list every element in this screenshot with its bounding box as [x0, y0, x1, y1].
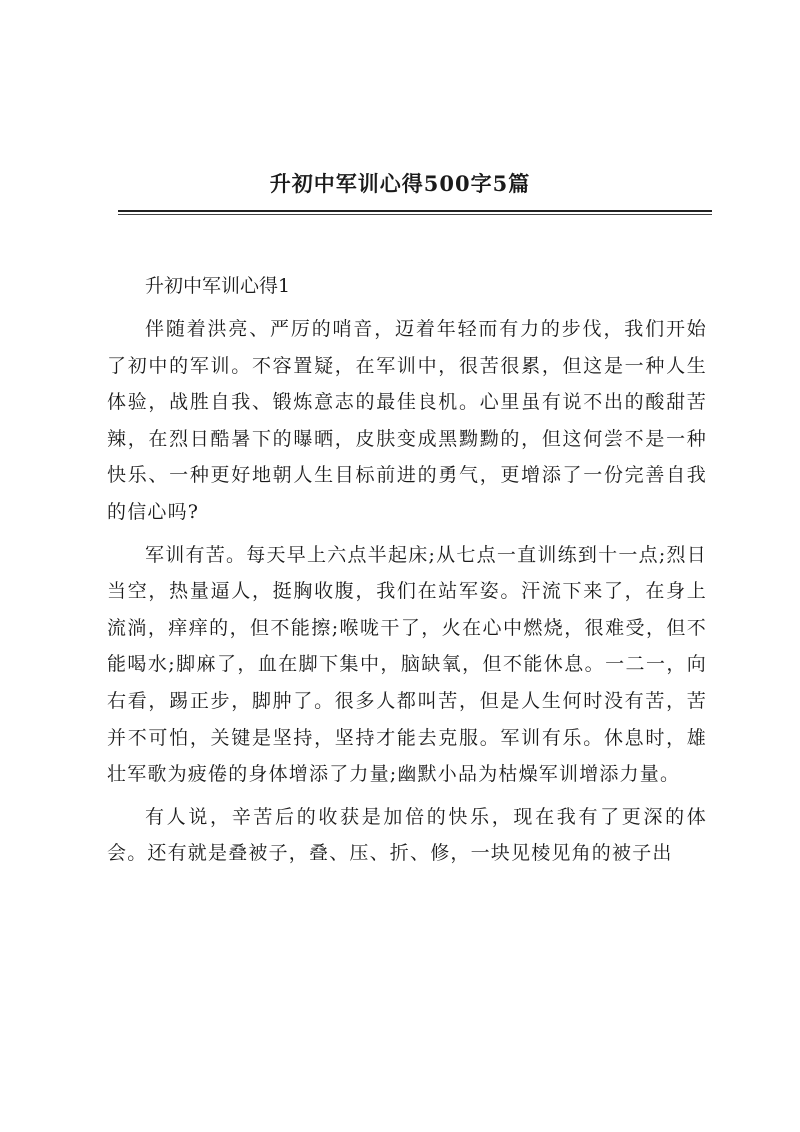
section-heading: 升初中军训心得1	[145, 275, 291, 297]
title-divider-secondary	[118, 214, 712, 215]
document-body	[107, 268, 707, 878]
document-title: 升初中军训心得500字5篇	[269, 171, 531, 196]
paragraph-2: 军训有苦。每天早上六点半起床;从七点一直训练到十一点;烈日当空，热量逼人，挺胸收腹，我们在站军姿。汗流下来了，在身上流淌，痒痒的，但不能擦;喉咙干了，火在心中燃烧，很难受，但不能喝水;脚麻了，血在脚下集中，脑缺氧，但不能休息。一二一，向右看，踢正步，脚肿了。很多人都叫苦，但是人生何时没有苦，苦并不可怕，关键是坚持，坚持才能去克服。军训有乐。休息时，雄壮军歌为疲倦的身体增添了力量;幽默小品为枯燥军训增添力量。	[107, 543, 707, 786]
paragraph-1: 伴随着洪亮、严厉的哨音，迈着年轻而有力的步伐，我们开始了初中的军训。不容置疑，在军训中，很苦很累，但这是一种人生体验，战胜自我、锻炼意志的最佳良机。心里虽有说不出的酸甜苦辣，在烈日酷暑下的曝晒，皮肤变成黑黝黝的，但这何尝不是一种快乐、一种更好地朝人生目标前进的勇气，更增添了一份完善自我的信心吗?	[107, 318, 707, 523]
title-divider	[118, 210, 712, 212]
paragraph-3: 有人说，辛苦后的收获是加倍的快乐，现在我有了更深的体会。还有就是叠被子，叠、压、折、修，一块见棱见角的被子出	[107, 805, 707, 865]
